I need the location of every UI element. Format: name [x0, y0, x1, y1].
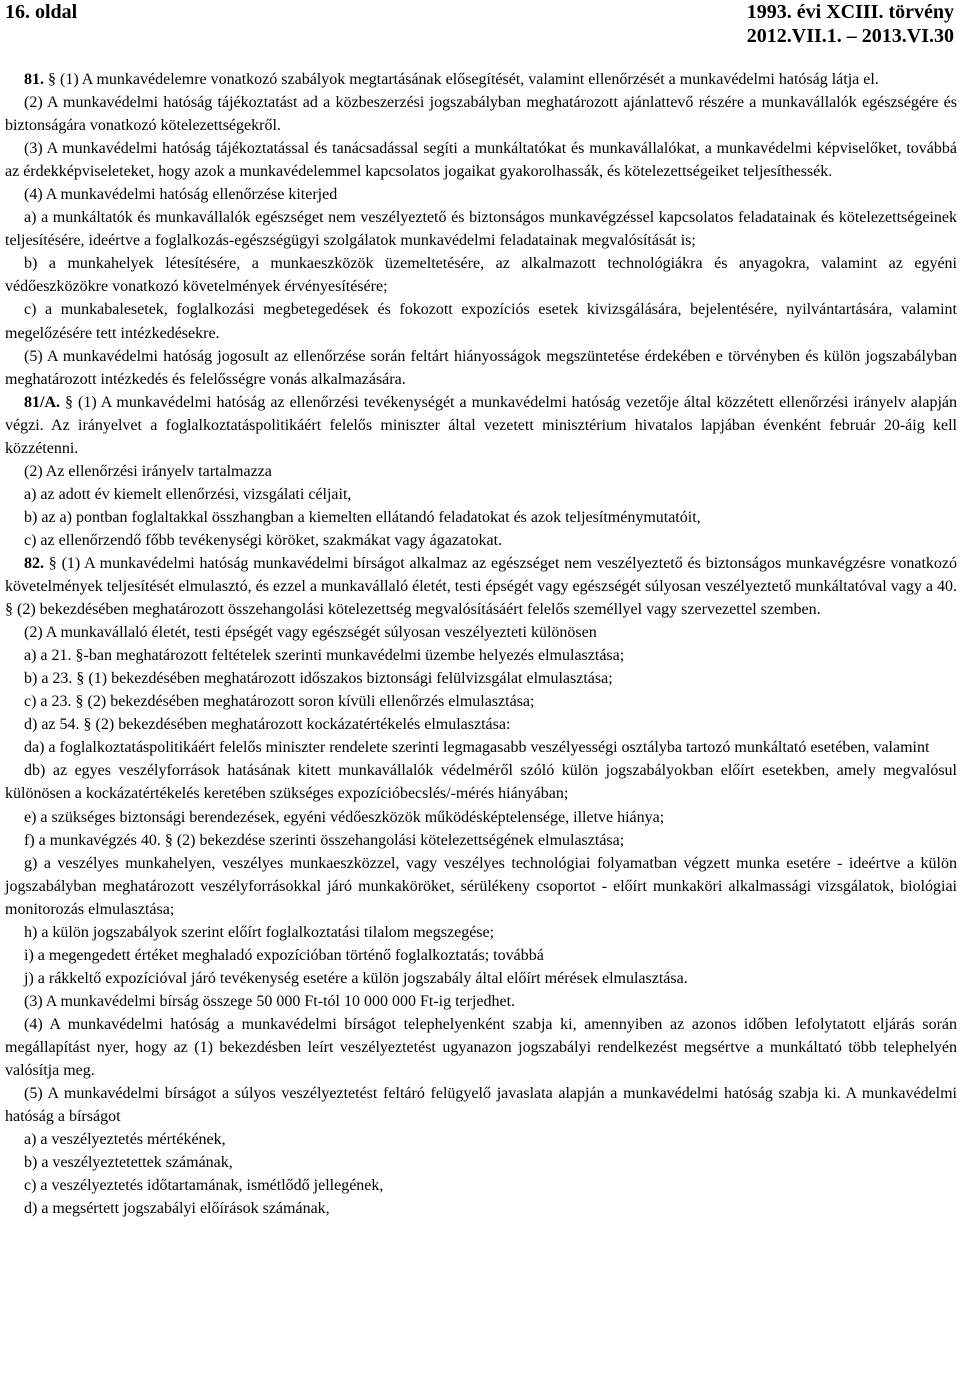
paragraph-text: j) a rákkeltő expozícióval járó tevékenység esetére a külön jogszabály által előírt mérések elmulasztása.	[24, 969, 688, 987]
page-number: 16. oldal	[5, 1, 78, 23]
paragraph	[5, 529, 957, 552]
paragraph-text: (3) A munkavédelmi bírság összege 50 000 Ft-tól 10 000 000 Ft-ig terjedhet.	[24, 992, 516, 1010]
paragraph	[5, 852, 957, 921]
paragraph	[5, 644, 957, 667]
paragraph	[5, 183, 957, 206]
paragraph	[5, 137, 957, 183]
paragraph-text: (4) A munkavédelmi hatóság a munkavédelmi bírságot telephelyenként szabja ki, amennyiben az azonos időben lefolytatott eljárás során megállapítást nyer, hogy az (1) bekezdésben leírt veszélyeztetést ugyanazon jogszabályi rendelkezést megsértve a munkáltató több telephelyén valósítja meg.	[5, 1015, 957, 1080]
paragraph	[5, 1013, 957, 1082]
paragraph-text: a) az adott év kiemelt ellenőrzési, vizsgálati céljait,	[24, 485, 352, 503]
paragraph	[5, 944, 957, 967]
paragraph-text: c) az ellenőrzendő főbb tevékenységi köröket, szakmákat vagy ágazatokat.	[24, 531, 503, 549]
paragraph-text: da) a foglalkoztatáspolitikáért felelős miniszter rendelete szerinti legmagasabb veszélyességi osztályba tartozó munkáltató esetében, valamint	[24, 739, 930, 757]
section-number: 82.	[24, 554, 44, 572]
paragraph	[5, 252, 957, 298]
paragraph	[5, 713, 957, 736]
paragraph-text: (5) A munkavédelmi hatóság jogosult az ellenőrzése során feltárt hiányosságok megszüntetése érdekében e törvényben és külön jogszabályban meghatározott intézkedés és felelősségre vonás alkalmazására.	[5, 347, 957, 388]
paragraph	[5, 552, 957, 621]
paragraph	[5, 460, 957, 483]
paragraph-text: c) a veszélyeztetés időtartamának, ismétlődő jellegének,	[24, 1177, 384, 1195]
paragraph-text: b) az a) pontban foglaltakkal összhangban a kiemelten ellátandó feladatokat és azok teljesítménymutatóit,	[24, 508, 701, 526]
page-header	[747, 0, 954, 48]
paragraph	[5, 1128, 957, 1151]
validity-period: 2012.VII.1. – 2013.VI.30	[746, 25, 954, 47]
paragraph-text: db) az egyes veszélyforrások hatásának kitett munkavállalók védelméről szóló külön jogszabályokban előírt esetekben, amely megvalósul különösen a kockázatértékelés keretében szükséges expozícióbecslés/-mérés hiányában;	[5, 762, 957, 803]
paragraph	[5, 345, 957, 391]
paragraph-text: h) a külön jogszabályok szerint előírt foglalkoztatási tilalom megszegése;	[24, 923, 495, 941]
paragraph-text: c) a munkabalesetek, foglalkozási megbetegedések és fokozott expozíciós esetek kivizsgálására, bejelentésére, nyilvántartására, valamint megelőzésére tett intézkedésekre.	[5, 301, 957, 342]
paragraph	[5, 91, 957, 137]
paragraph-text: (2) A munkavédelmi hatóság tájékoztatást ad a közbeszerzési jogszabályban meghatározott ajánlattevő részére a munkavállalók egészségére és biztonságára vonatkozó kötelezettségekről.	[5, 94, 957, 135]
paragraph-text: i) a megengedett értéket meghaladó expozícióban történő foglalkoztatás; továbbá	[24, 946, 544, 964]
paragraph	[5, 806, 957, 829]
paragraph-text: (2) A munkavállaló életét, testi épségét vagy egészségét súlyosan veszélyezteti különösen	[24, 624, 597, 642]
paragraph-text: (3) A munkavédelmi hatóság tájékoztatással és tanácsadással segíti a munkáltatókat és munkavállalókat, a munkavédelmi képviselőket, továbbá az érdekképviseleteket, hogy azok a munkavédelemmel kapcsolatos jogaikat gyakorolhassák, és kötelezettségeiket teljesíthessék.	[5, 140, 957, 181]
paragraph-text: (4) A munkavédelmi hatóság ellenőrzése kiterjed	[24, 186, 338, 204]
paragraph	[5, 736, 957, 759]
paragraph-text: (2) Az ellenőrzési irányelv tartalmazza	[24, 462, 272, 480]
paragraph	[5, 759, 957, 805]
document-body	[5, 68, 957, 1220]
paragraph-text: g) a veszélyes munkahelyen, veszélyes munkaeszközzel, vagy veszélyes technológiai folyamatban végzett munka esetére - ideértve a külön jogszabályban meghatározott veszélyforrásokkal járó munkaköröket, sérülékeny csoportot - előírt munkaköri alkalmassági vizsgálatok, biológiai monitorozás elmulasztása;	[5, 854, 957, 918]
paragraph	[5, 621, 957, 644]
paragraph-text: d) a megsértett jogszabályi előírások számának,	[24, 1200, 330, 1218]
paragraph	[5, 990, 957, 1013]
paragraph	[5, 667, 957, 690]
paragraph-text: a) a veszélyeztetés mértékének,	[24, 1131, 226, 1149]
section-number: 81.	[24, 71, 44, 88]
paragraph	[5, 690, 957, 713]
paragraph	[5, 298, 957, 344]
paragraph-text: e) a szükséges biztonsági berendezések, egyéni védőeszközök működésképtelensége, illetve hiánya;	[24, 808, 665, 826]
section-number: 81/A.	[24, 393, 60, 411]
paragraph-text: d) az 54. § (2) bekezdésében meghatározott kockázatértékelés elmulasztása:	[24, 716, 511, 734]
paragraph	[5, 1174, 957, 1197]
paragraph	[5, 506, 957, 529]
paragraph-text: c) a 23. § (2) bekezdésében meghatározott soron kívüli ellenőrzés elmulasztása;	[24, 693, 535, 711]
paragraph-text: § (1) A munkavédelmi hatóság az ellenőrzési tevékenységét a munkavédelmi hatóság vezetője által közzétett ellenőrzési irányelv alapján végzi. Az irányelvet a foglalkoztatáspolitikáért felelős miniszter által vezetett minisztérium hivatalos lapjában évenként február 20-áig kell közzétenni.	[5, 393, 957, 457]
paragraph	[5, 206, 957, 252]
paragraph	[5, 967, 957, 990]
paragraph-text: b) a munkahelyek létesítésére, a munkaeszközök üzemeltetésére, az alkalmazott technológiákra és anyagokra, valamint az egyéni védőeszközökre vonatkozó követelmények érvényesítésére;	[5, 255, 957, 296]
paragraph-text: (5) A munkavédelmi bírságot a súlyos veszélyeztetést feltáró felügyelő javaslata alapján a munkavédelmi hatóság szabja ki. A munkavédelmi hatóság a bírságot	[5, 1085, 957, 1126]
paragraph-text: § (1) A munkavédelmi hatóság munkavédelmi bírságot alkalmaz az egészséget nem veszélyeztető és biztonságos munkavégzésre vonatkozó követelmények teljesítését elmulasztó, és ezzel a munkavállaló életét, testi épségét vagy egészségét súlyosan veszélyeztető munkáltatóval vagy a 40. § (2) bekezdésében meghatározott összehangolási kötelezettség megvalósításáért felelős személlyel vagy szervezettel szemben.	[5, 554, 957, 619]
paragraph	[5, 1197, 957, 1220]
paragraph-text: a) a 21. §-ban meghatározott feltételek szerinti munkavédelmi üzembe helyezés elmulasztása;	[24, 647, 625, 665]
paragraph-text: b) a veszélyeztetettek számának,	[24, 1154, 233, 1172]
paragraph-text: § (1) A munkavédelemre vonatkozó szabályok megtartásának elősegítését, valamint ellenőrzését a munkavédelmi hatóság látja el.	[44, 71, 879, 88]
paragraph-text: f) a munkavégzés 40. § (2) bekezdése szerinti összehangolási kötelezettségének elmulasztása;	[24, 831, 625, 849]
paragraph	[5, 1151, 957, 1174]
paragraph-text: a) a munkáltatók és munkavállalók egészséget nem veszélyeztető és biztonságos munkavégzéssel kapcsolatos feladatainak és kötelezettségeinek teljesítésére, ideértve a foglalkozás-egészségügyi szolgálatok munkavédelmi feladatainak megvalósítását is;	[5, 209, 957, 250]
paragraph-text: b) a 23. § (1) bekezdésében meghatározott időszakos biztonsági felülvizsgálat elmulasztása;	[24, 670, 613, 688]
paragraph	[5, 483, 957, 506]
paragraph	[5, 68, 957, 91]
law-title: 1993. évi XCIII. törvény	[746, 1, 954, 23]
paragraph	[5, 391, 957, 460]
paragraph	[5, 921, 957, 944]
paragraph	[5, 1082, 957, 1128]
paragraph	[5, 829, 957, 852]
